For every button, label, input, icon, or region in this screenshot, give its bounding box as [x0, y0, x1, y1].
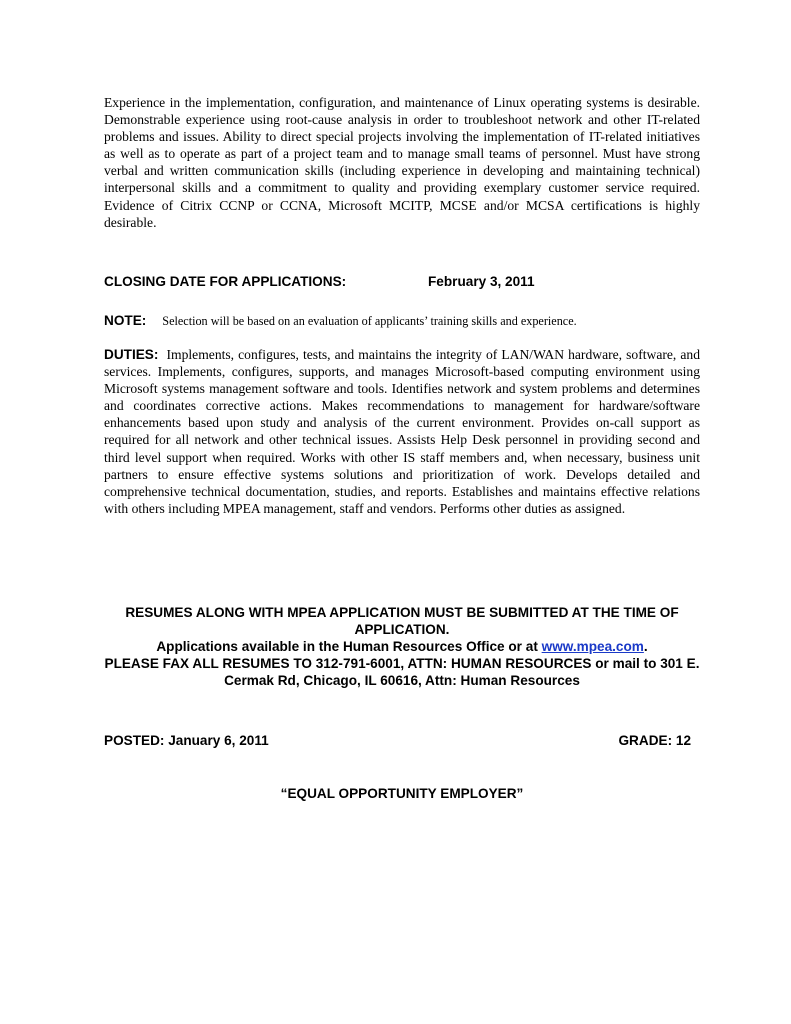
- duties-paragraph: [104, 346, 700, 517]
- note-text: Selection will be based on an evaluation of applicants’ training skills and experience.: [162, 314, 577, 328]
- application-instructions: [104, 604, 700, 689]
- instructions-line-availability: [104, 638, 700, 655]
- closing-date-line: [104, 274, 535, 289]
- duties-label: DUTIES:: [104, 347, 159, 362]
- instructions-line-submit: RESUMES ALONG WITH MPEA APPLICATION MUST BE SUBMITTED AT THE TIME OF APPLICATION.: [125, 605, 679, 638]
- mpea-website-link[interactable]: www.mpea.com: [541, 639, 644, 655]
- grade-level: GRADE: 12: [618, 733, 691, 748]
- availability-text: Applications available in the Human Resources Office or at: [156, 639, 542, 655]
- availability-period: .: [643, 639, 648, 655]
- note-label: NOTE:: [104, 313, 147, 328]
- intro-paragraph: Experience in the implementation, configuration, and maintenance of Linux operating systems is desirable. Demonstrable experience using root-cause analysis in order to troubleshoot network and other IT-related problems and issues. Ability to direct special projects involving the implementation of IT-related initiatives as well as to operate as part of a project team and to manage small teams of personnel. Must have strong verbal and written communication skills (including experience in developing and maintaining technical) interpersonal skills and a commitment to quality and providing exemplary customer service required. Evidence of Citrix CCNP or CCNA, Microsoft MCITP, MCSE and/or MCSA certifications is highly desirable.: [104, 95, 700, 230]
- posted-date: POSTED: January 6, 2011: [104, 733, 269, 748]
- duties-text: Implements, configures, tests, and maintains the integrity of LAN/WAN hardware, software, and services. Implements, configures, supports, and manages Microsoft-based computing environment using Microsoft systems management software and tools. Identifies network and system problems and determines and coordinates corrective actions. Makes recommendations to management for hardware/software enhancements based upon study and analysis of the current environment. Provides on-call support as required for all network and other technical issues. Assists Help Desk personnel in providing second and third level support when required. Works with other IS staff members and, when necessary, business unit partners to ensure effective systems solutions and prioritization of work. Develops detailed and comprehensive technical documentation, studies, and reports. Establishes and maintains effective relations with others including MPEA management, staff and vendors. Performs other duties as assigned.: [104, 347, 701, 516]
- equal-opportunity-statement: “EQUAL OPPORTUNITY EMPLOYER”: [280, 786, 524, 801]
- instructions-line-fax: PLEASE FAX ALL RESUMES TO 312-791-6001, ATTN: HUMAN RESOURCES or mail to 301 E. Cermak Rd, Chicago, IL 60616, Attn: Human Resources: [104, 656, 700, 689]
- closing-date-label: CLOSING DATE FOR APPLICATIONS:: [104, 274, 347, 289]
- closing-date-value: February 3, 2011: [428, 274, 535, 289]
- note-line: [104, 312, 577, 330]
